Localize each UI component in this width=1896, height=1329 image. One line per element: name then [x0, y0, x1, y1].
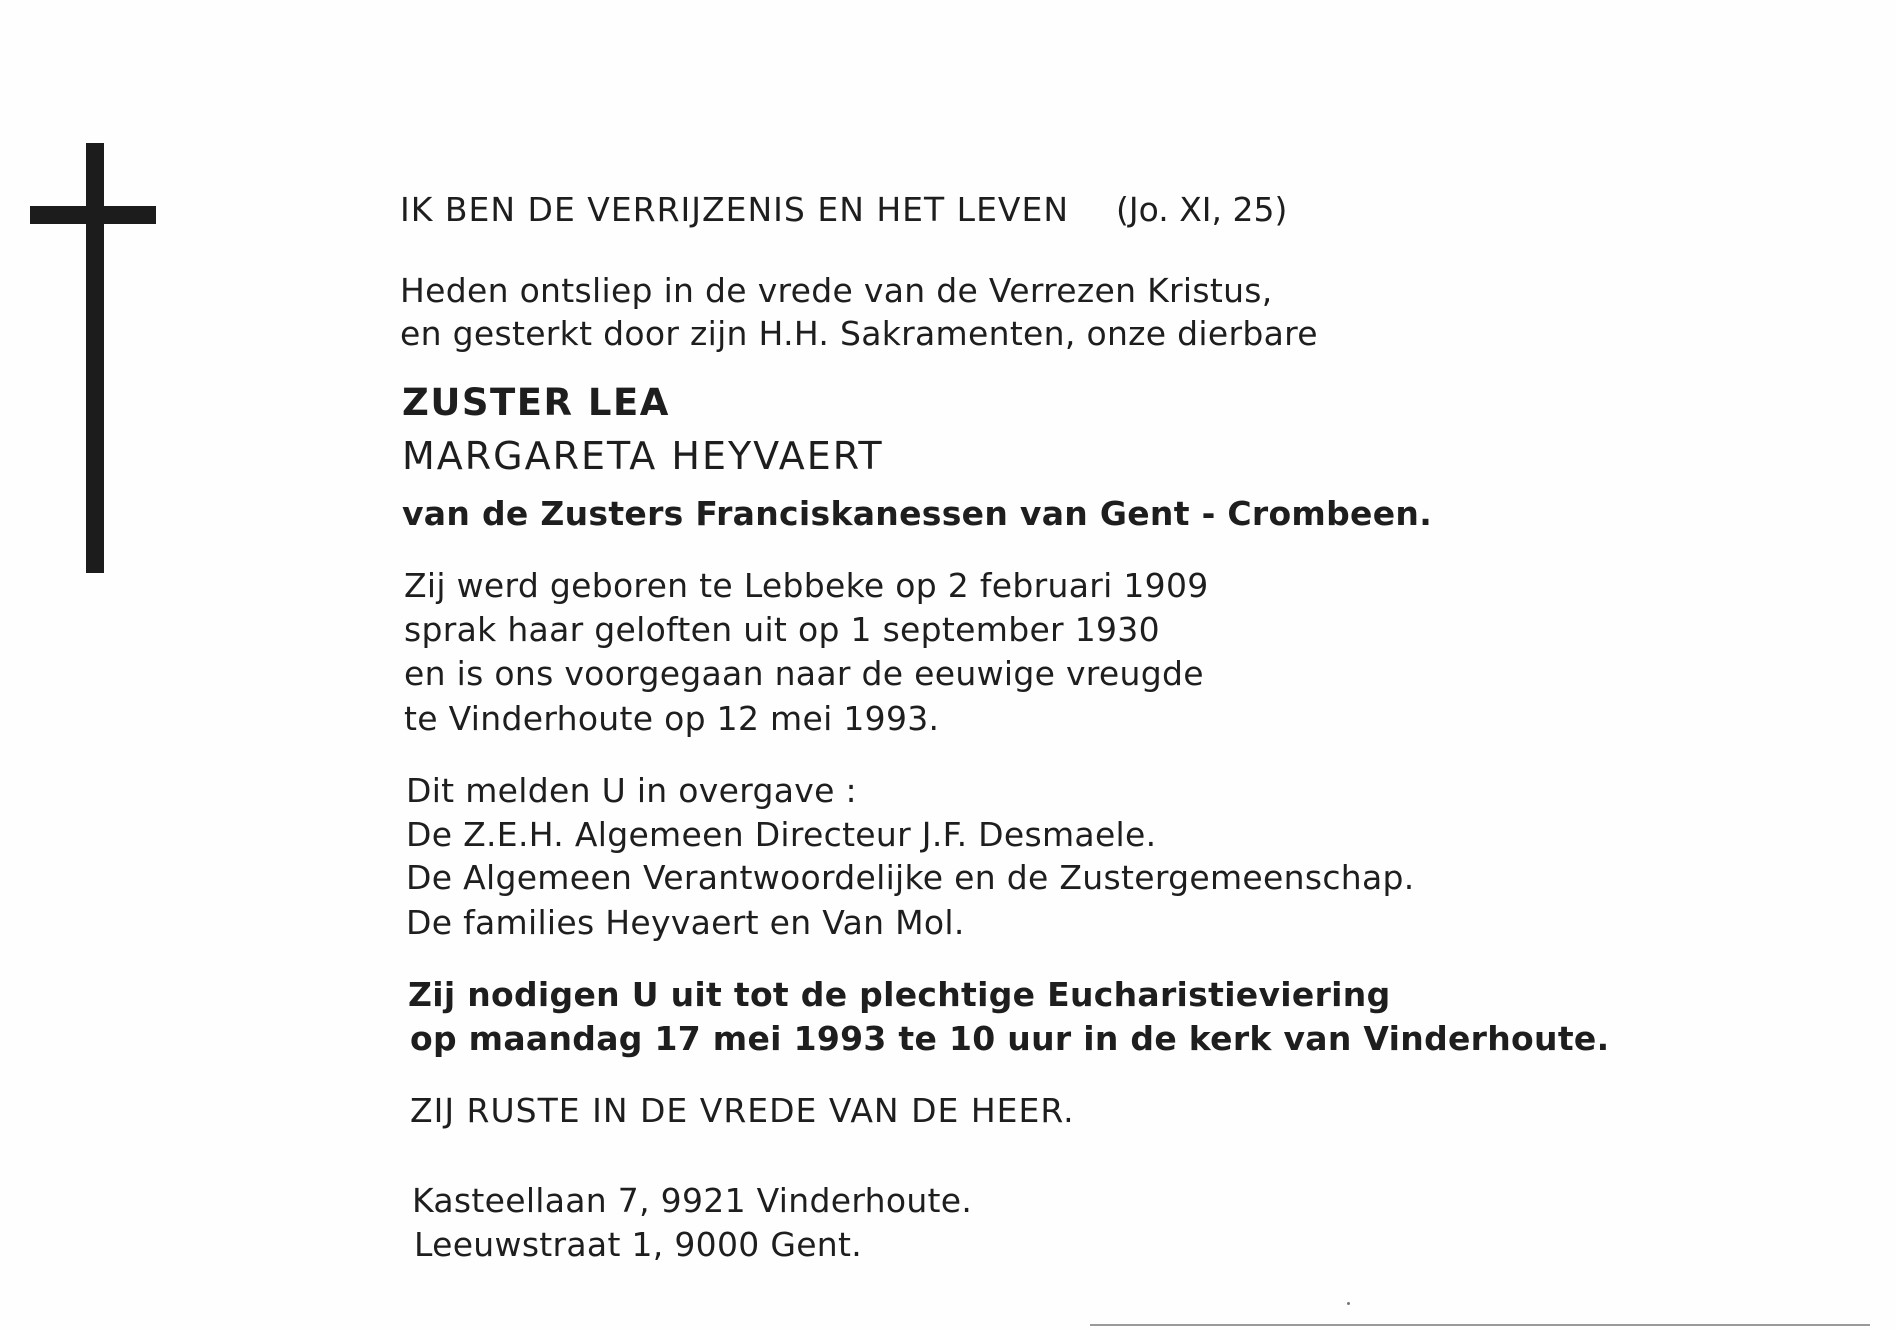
- closing-prayer: ZIJ RUSTE IN DE VREDE VAN DE HEER.: [410, 1091, 1075, 1130]
- paper-speck: [1347, 1302, 1350, 1305]
- announcement-line: De Algemeen Verantwoordelijke en de Zustergemeenschap.: [406, 858, 1415, 897]
- announcement-line: De families Heyvaert en Van Mol.: [406, 903, 965, 942]
- announcement-line: Dit melden U in overgave :: [406, 771, 857, 810]
- biography-line: Zij werd geboren te Lebbeke op 2 februari 1909: [404, 566, 1209, 605]
- scripture-reference: (Jo. XI, 25): [1116, 190, 1288, 229]
- intro-line-1: Heden ontsliep in de vrede van de Verrezen Kristus,: [400, 271, 1273, 310]
- biography-line: en is ons voorgegaan naar de eeuwige vreugde: [404, 654, 1204, 693]
- cross-icon-crossbar: [30, 206, 156, 224]
- biography-line: sprak haar geloften uit op 1 september 1930: [404, 610, 1160, 649]
- invitation-line: Zij nodigen U uit tot de plechtige Eucharistieviering: [408, 975, 1391, 1014]
- announcement-line: De Z.E.H. Algemeen Directeur J.F. Desmaele.: [406, 815, 1157, 854]
- intro-line-2: en gesterkt door zijn H.H. Sakramenten, onze dierbare: [400, 314, 1318, 353]
- address-line: Kasteellaan 7, 9921 Vinderhoute.: [412, 1181, 973, 1220]
- congregation: van de Zusters Franciskanessen van Gent - Crombeen.: [402, 494, 1433, 533]
- scripture-text: IK BEN DE VERRIJZENIS EN HET LEVEN: [400, 190, 1070, 229]
- religious-name: ZUSTER LEA: [402, 381, 670, 424]
- invitation-line: op maandag 17 mei 1993 te 10 uur in de kerk van Vinderhoute.: [410, 1019, 1610, 1058]
- bottom-edge-rule: [1090, 1324, 1870, 1326]
- address-line: Leeuwstraat 1, 9000 Gent.: [414, 1225, 863, 1264]
- biography-line: te Vinderhoute op 12 mei 1993.: [404, 699, 940, 738]
- civil-name: MARGARETA HEYVAERT: [402, 434, 884, 478]
